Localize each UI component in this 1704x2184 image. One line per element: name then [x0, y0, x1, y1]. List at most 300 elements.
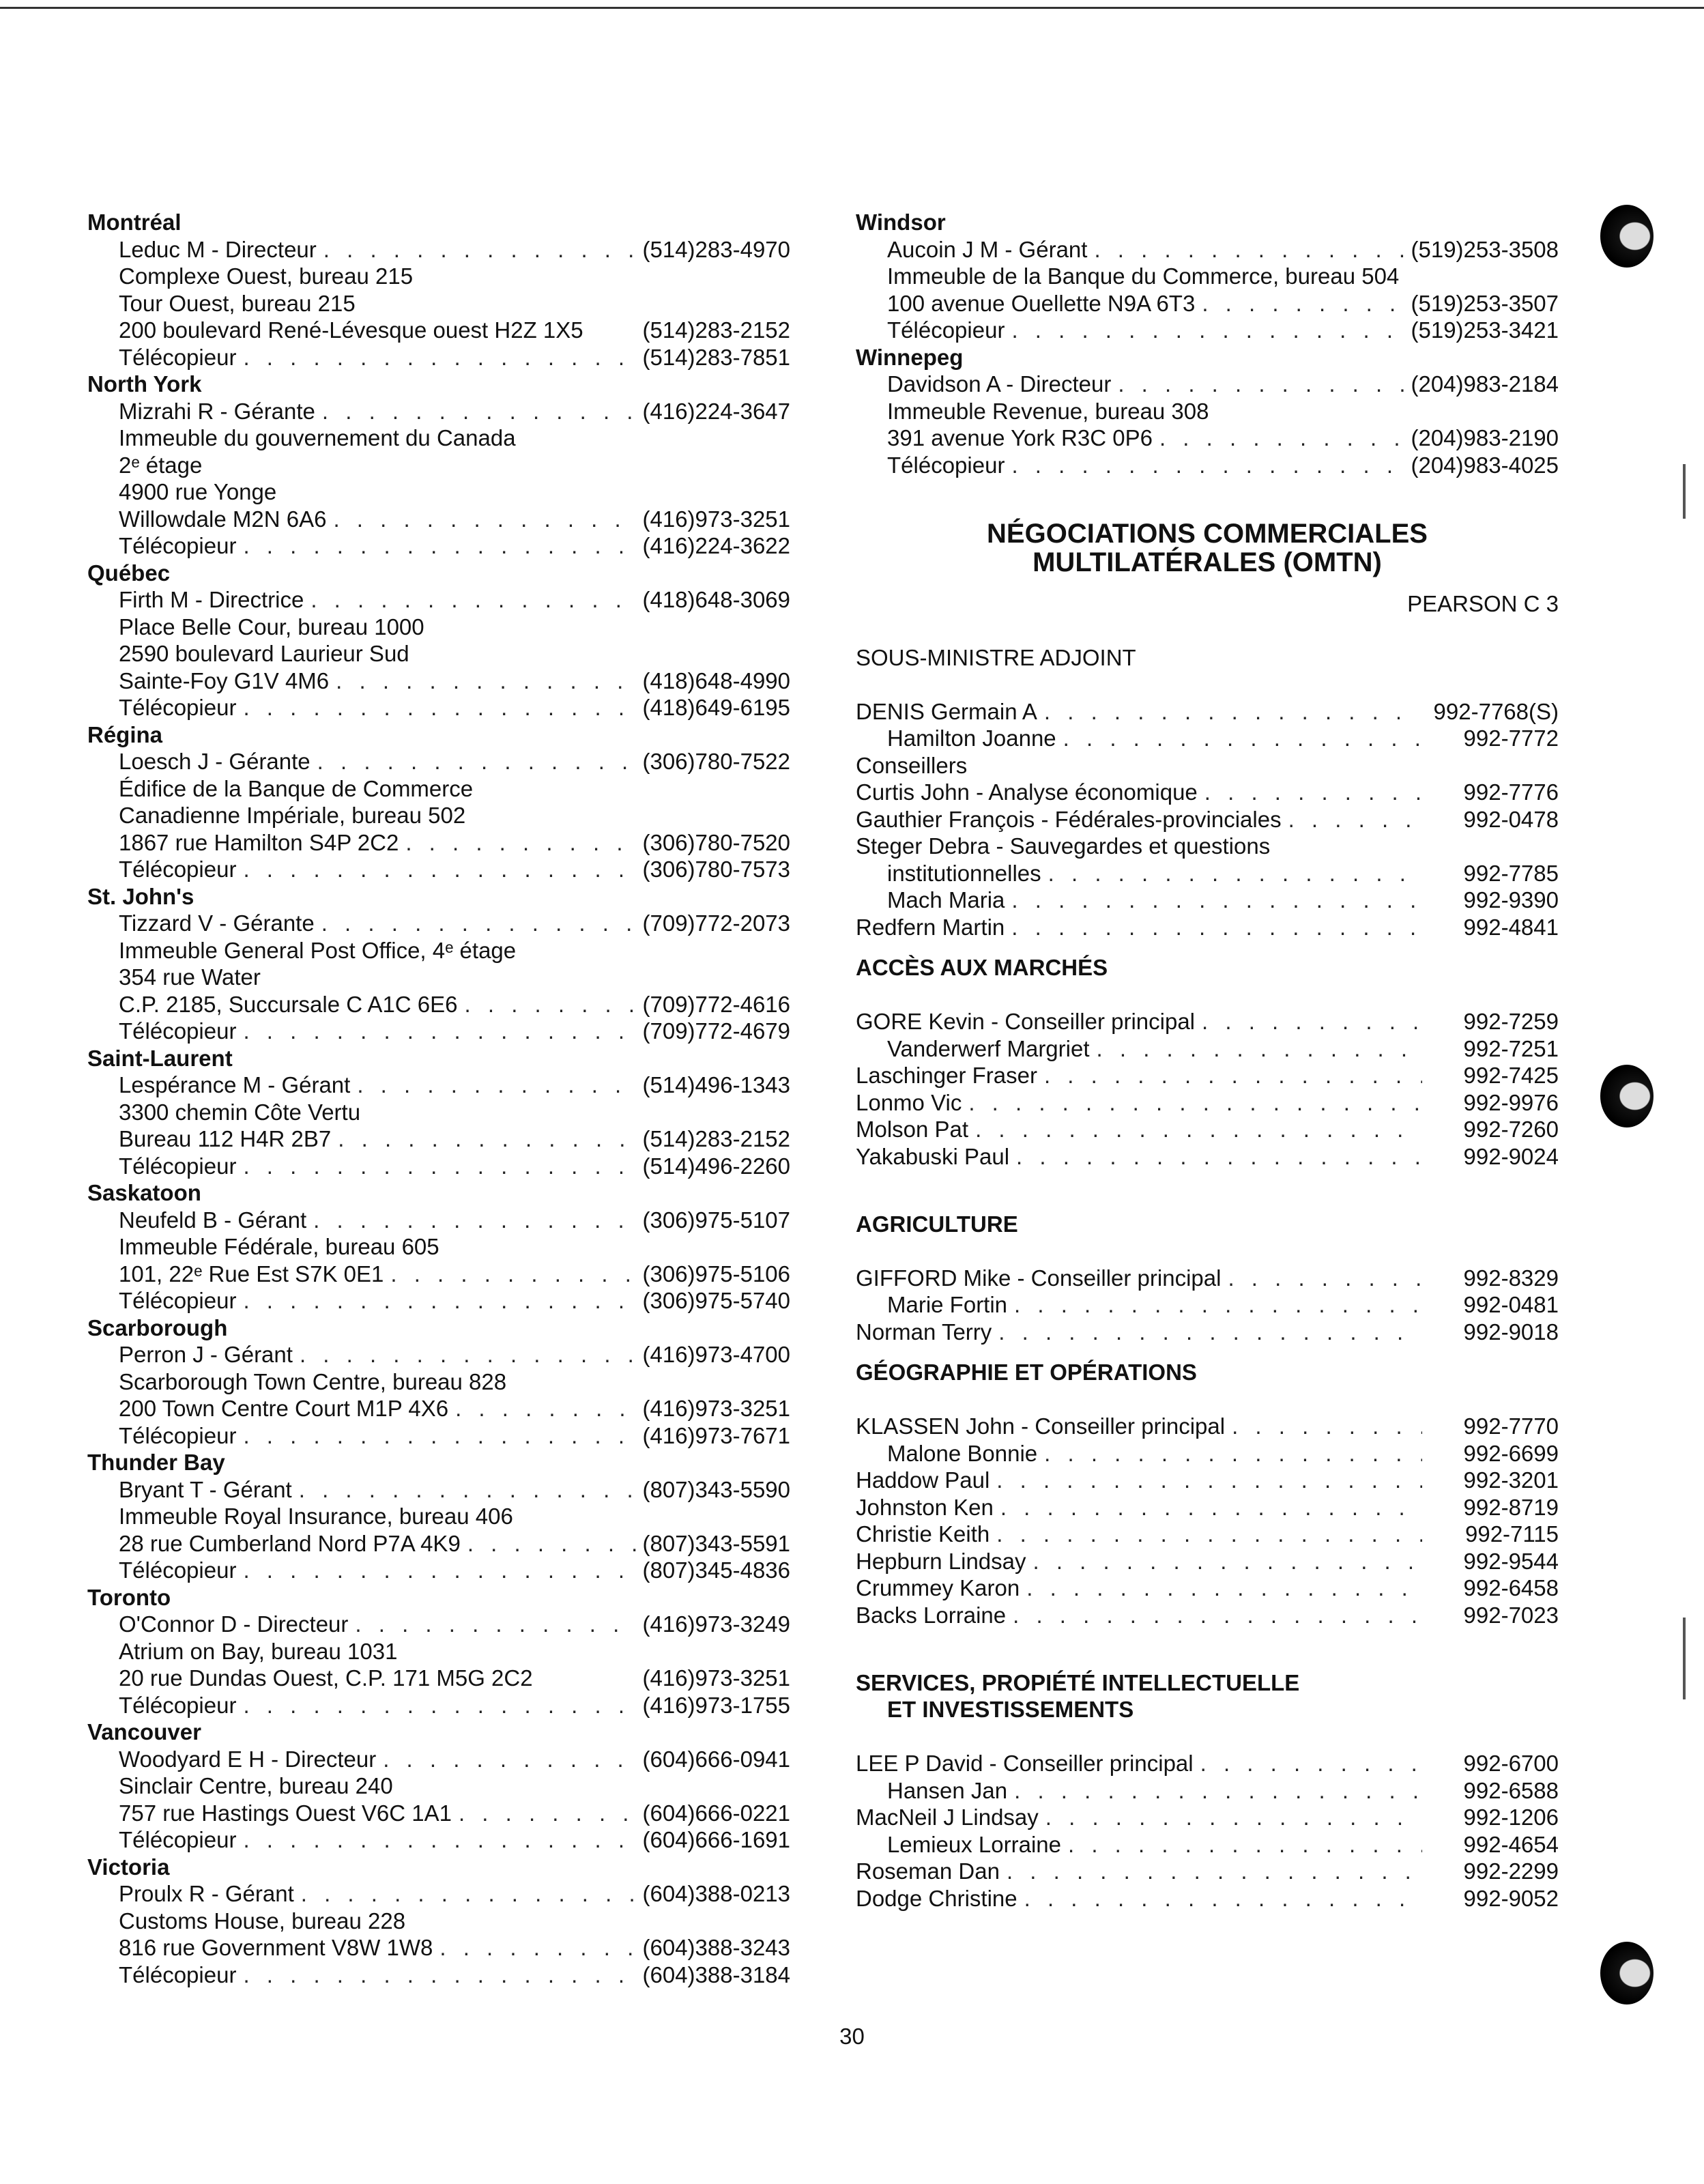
city-heading: Windsor: [856, 210, 946, 235]
staff-entry: [856, 1777, 1559, 1805]
staff-name: Norman Terry: [856, 1319, 992, 1345]
staff-entry: [856, 698, 1559, 725]
dot-leader: [317, 748, 636, 775]
entry-phone: (604)388-3184: [642, 1962, 790, 1987]
dot-leader: [1228, 1265, 1422, 1292]
staff-entry: [856, 914, 1559, 941]
address-line: Customs House, bureau 228: [119, 1908, 406, 1934]
entry-name: Télécopieur: [119, 344, 237, 370]
staff-phone: 992-9018: [1463, 1319, 1559, 1345]
dot-leader: [336, 667, 635, 695]
staff-entry: [856, 1035, 1559, 1063]
entry-name: Perron J - Gérant: [119, 1342, 293, 1367]
directory-entry: [856, 371, 1559, 398]
directory-entry: [87, 506, 790, 533]
left-column-directory: [87, 209, 790, 1988]
dot-leader: [975, 1116, 1422, 1143]
directory-entry: [87, 1125, 790, 1153]
entry-phone: (416)224-3622: [642, 533, 790, 558]
staff-entry: [856, 860, 1559, 887]
staff-entry: [856, 1750, 1559, 1777]
entry-phone: (416)973-3251: [642, 1665, 790, 1691]
top-border-line: [0, 7, 1704, 9]
entry-phone: (519)253-3507: [1411, 290, 1559, 316]
entry-name: Télécopieur: [119, 533, 237, 558]
dot-leader: [439, 1934, 635, 1962]
dot-leader: [1045, 1804, 1422, 1831]
dot-leader: [1026, 1575, 1422, 1602]
staff-name: Haddow Paul: [856, 1467, 990, 1493]
entry-phone: (418)648-3069: [642, 587, 790, 612]
address-line: Scarborough Town Centre, bureau 828: [119, 1368, 507, 1394]
staff-phone: 992-6458: [1463, 1575, 1559, 1600]
punch-hole-bottom: [1600, 1942, 1654, 2005]
dot-leader: [333, 506, 635, 533]
section-gap: [856, 1345, 1559, 1359]
entry-phone: (519)253-3421: [1411, 317, 1559, 343]
dot-leader: [243, 1557, 635, 1584]
staff-entry: [856, 1831, 1559, 1858]
section-gap: [856, 1656, 1559, 1669]
entry-phone: (709)772-4616: [642, 991, 790, 1017]
staff-entry: [856, 1885, 1559, 1912]
staff-entry: [856, 1804, 1559, 1831]
entry-name: Willowdale M2N 6A6: [119, 506, 327, 532]
section-gap: [856, 1237, 1559, 1265]
staff-entry: [856, 1467, 1559, 1494]
staff-entry: [856, 1413, 1559, 1440]
section-gap: [856, 981, 1559, 1009]
entry-name: Woodyard E H - Directeur: [119, 1746, 377, 1772]
dot-leader: [998, 1319, 1422, 1346]
dot-leader: [243, 1018, 635, 1045]
staff-name: Backs Lorraine: [856, 1602, 1007, 1628]
entry-phone: (709)772-2073: [642, 910, 790, 936]
entry-name: Télécopieur: [887, 317, 1005, 343]
entry-name: Firth M - Directrice: [119, 587, 304, 612]
staff-phone: 992-8329: [1463, 1265, 1559, 1291]
directory-entry: [856, 452, 1559, 479]
address-line: 4900 rue Yonge: [119, 479, 277, 504]
entry-phone: (204)983-2184: [1411, 371, 1559, 397]
staff-entry: [856, 806, 1559, 833]
entry-name: 20 rue Dundas Ouest, C.P. 171 M5G 2C2: [119, 1665, 533, 1691]
city-heading: Winnepeg: [856, 344, 964, 370]
directory-entry: [856, 236, 1559, 263]
directory-entry: [87, 1611, 790, 1638]
staff-name: Marie Fortin: [887, 1292, 1008, 1317]
dot-leader: [1048, 860, 1422, 887]
dot-leader: [313, 1207, 635, 1234]
staff-name: Yakabuski Paul: [856, 1143, 1010, 1169]
entry-phone: (416)224-3647: [642, 398, 790, 424]
omtn-title-line2: MULTILATÉRALES (OMTN): [1032, 547, 1382, 577]
staff-entry: [856, 1008, 1559, 1035]
entry-phone: (306)975-5740: [642, 1288, 790, 1313]
directory-entry: [87, 398, 790, 425]
dot-leader: [1063, 725, 1422, 752]
directory-entry: [87, 1665, 790, 1692]
section-heading: SOUS-MINISTRE ADJOINT: [856, 644, 1136, 670]
entry-name: Télécopieur: [119, 1827, 237, 1852]
entry-name: 757 rue Hastings Ouest V6C 1A1: [119, 1800, 452, 1826]
dot-leader: [243, 1287, 635, 1314]
city-heading: Vancouver: [87, 1719, 201, 1744]
staff-phone: 992-7770: [1463, 1413, 1559, 1439]
dot-leader: [390, 1261, 635, 1288]
address-line: Édifice de la Banque de Commerce: [119, 775, 474, 801]
staff-entry: [856, 725, 1559, 752]
dot-leader: [1000, 1494, 1422, 1521]
section-gap: [856, 940, 1559, 954]
staff-entry: [856, 1319, 1559, 1346]
dot-leader: [1044, 1440, 1422, 1467]
dot-leader: [1288, 806, 1422, 833]
dot-leader: [1202, 1008, 1422, 1035]
staff-name: DENIS Germain A: [856, 698, 1037, 724]
dot-leader: [243, 694, 635, 721]
staff-entry: [856, 1089, 1559, 1117]
dot-leader: [1044, 698, 1400, 725]
directory-entry: [87, 1826, 790, 1854]
dot-leader: [243, 1826, 635, 1854]
entry-name: 28 rue Cumberland Nord P7A 4K9: [119, 1530, 461, 1556]
entry-phone: (416)973-4700: [642, 1342, 790, 1367]
staff-entry: [856, 1265, 1559, 1292]
directory-entry: [87, 1476, 790, 1504]
address-line: Atrium on Bay, bureau 1031: [119, 1638, 398, 1664]
dot-leader: [243, 1962, 635, 1989]
margin-mark: [1683, 1618, 1686, 1699]
staff-phone: 992-7768(S): [1433, 698, 1559, 724]
dot-leader: [996, 1521, 1422, 1548]
address-line: Immeuble General Post Office, 4ᵉ étage: [119, 937, 517, 963]
address-line: 2ᵉ étage: [119, 452, 203, 478]
staff-phone: 992-9024: [1463, 1143, 1559, 1169]
entry-phone: (514)283-4970: [642, 236, 790, 262]
staff-phone: 992-9052: [1463, 1885, 1559, 1911]
dot-leader: [1097, 1035, 1422, 1063]
entry-name: Leduc M - Directeur: [119, 236, 317, 262]
entry-phone: (306)780-7522: [642, 749, 790, 774]
dot-leader: [1118, 371, 1404, 398]
directory-entry: [87, 856, 790, 883]
staff-name: Molson Pat: [856, 1117, 969, 1142]
dot-leader: [455, 1395, 635, 1422]
directory-entry: [87, 1800, 790, 1827]
section-heading: SERVICES, PROPIÉTÉ INTELLECTUELLE: [856, 1669, 1300, 1695]
dot-leader: [1159, 425, 1404, 452]
page-number: 30: [839, 2024, 865, 2049]
entry-phone: (709)772-4679: [642, 1018, 790, 1044]
entry-phone: (418)649-6195: [642, 695, 790, 720]
dot-leader: [1202, 290, 1404, 317]
dot-leader: [1011, 452, 1404, 479]
staff-entry: [856, 1521, 1559, 1548]
entry-name: Sainte-Foy G1V 4M6: [119, 667, 330, 693]
dot-leader: [322, 398, 636, 425]
entry-phone: (416)973-1755: [642, 1692, 790, 1718]
staff-phone: 992-8719: [1463, 1494, 1559, 1520]
entry-name: Télécopieur: [119, 1288, 237, 1313]
staff-phone: 992-7260: [1463, 1117, 1559, 1142]
dot-leader: [1011, 914, 1422, 941]
dot-leader: [1094, 236, 1404, 263]
section-heading: ACCÈS AUX MARCHÉS: [856, 955, 1108, 980]
address-line: 3300 chemin Côte Vertu: [119, 1099, 361, 1125]
staff-entry: [856, 1116, 1559, 1143]
entry-phone: (514)283-2152: [642, 317, 790, 343]
dot-leader: [383, 1746, 635, 1773]
staff-phone: 992-7115: [1464, 1521, 1559, 1547]
city-heading: Victoria: [87, 1854, 170, 1880]
staff-phone: 992-4841: [1463, 914, 1559, 940]
entry-phone: (514)496-2260: [642, 1153, 790, 1179]
directory-entry: [87, 317, 790, 344]
staff-label: Conseillers: [856, 752, 968, 778]
dot-leader: [243, 1422, 635, 1450]
section-heading: GÉOGRAPHIE ET OPÉRATIONS: [856, 1360, 1197, 1385]
entry-name: Loesch J - Gérante: [119, 749, 311, 774]
city-heading: Québec: [87, 560, 171, 586]
staff-entry: [856, 1548, 1559, 1575]
directory-entry: [87, 1153, 790, 1180]
entry-name: Télécopieur: [887, 452, 1005, 478]
section-gap: [856, 1170, 1559, 1197]
right-column-directory: [856, 209, 1559, 1912]
section-gap: [856, 1197, 1559, 1211]
entry-name: 200 boulevard René-Lévesque ouest H2Z 1X5: [119, 317, 583, 343]
directory-entry: [87, 1880, 790, 1908]
city-heading: Scarborough: [87, 1314, 228, 1340]
staff-phone: 992-6588: [1463, 1777, 1559, 1803]
staff-label: Steger Debra - Sauvegardes et questions: [856, 833, 1271, 859]
entry-name: Neufeld B - Gérant: [119, 1207, 307, 1233]
staff-phone: 992-2299: [1463, 1858, 1559, 1884]
entry-phone: (604)666-0221: [642, 1800, 790, 1826]
directory-entry: [87, 1207, 790, 1234]
directory-entry: [87, 694, 790, 721]
address-line: 2590 boulevard Laurieur Sud: [119, 641, 409, 666]
staff-name: Redfern Martin: [856, 914, 1005, 940]
dot-leader: [357, 1072, 635, 1099]
entry-phone: (807)345-4836: [642, 1557, 790, 1583]
address-line: Place Belle Cour, bureau 1000: [119, 614, 424, 640]
punch-hole-middle: [1600, 1065, 1654, 1127]
staff-phone: 992-3201: [1463, 1467, 1559, 1493]
dot-leader: [1013, 1602, 1422, 1629]
entry-name: Télécopieur: [119, 1018, 237, 1044]
directory-entry: [87, 1341, 790, 1368]
entry-phone: (306)780-7520: [642, 829, 790, 855]
entry-name: 101, 22ᵉ Rue Est S7K 0E1: [119, 1261, 384, 1287]
staff-phone: 992-7425: [1463, 1063, 1559, 1088]
dot-leader: [1033, 1548, 1423, 1575]
directory-entry: [87, 236, 790, 263]
staff-name: Curtis John - Analyse économique: [856, 779, 1198, 805]
city-heading: Montréal: [87, 210, 182, 235]
entry-name: Télécopieur: [119, 1962, 237, 1987]
directory-entry: [87, 532, 790, 560]
address-line: Immeuble du gouvernement du Canada: [119, 425, 516, 450]
staff-name: Hansen Jan: [887, 1777, 1008, 1803]
entry-name: 391 avenue York R3C 0P6: [887, 425, 1153, 450]
directory-entry: [856, 425, 1559, 452]
dot-leader: [1011, 317, 1404, 344]
directory-entry: [87, 1962, 790, 1989]
staff-name: Christie Keith: [856, 1521, 990, 1547]
entry-phone: (306)975-5106: [642, 1261, 790, 1287]
directory-entry: [87, 829, 790, 857]
entry-phone: (604)666-1691: [642, 1827, 790, 1852]
omtn-title-line1: NÉGOCIATIONS COMMERCIALES: [987, 518, 1428, 549]
entry-phone: (807)343-5591: [642, 1530, 790, 1556]
entry-name: Davidson A - Directeur: [887, 371, 1112, 397]
entry-name: Télécopieur: [119, 857, 237, 882]
directory-entry: [87, 586, 790, 614]
entry-name: Télécopieur: [119, 1153, 237, 1179]
staff-entry: [856, 1291, 1559, 1319]
city-heading: Saskatoon: [87, 1180, 201, 1205]
staff-entry: [856, 779, 1559, 806]
staff-phone: 992-1206: [1463, 1805, 1559, 1830]
staff-name: Laschinger Fraser: [856, 1063, 1037, 1088]
entry-name: 816 rue Government V8W 1W8: [119, 1935, 433, 1960]
dot-leader: [459, 1800, 636, 1827]
staff-entry: [856, 1143, 1559, 1170]
staff-name: Vanderwerf Margriet: [887, 1035, 1090, 1061]
directory-entry: [856, 290, 1559, 317]
directory-entry: [87, 991, 790, 1018]
dot-leader: [465, 991, 636, 1018]
city-heading: St. John's: [87, 883, 194, 909]
dot-leader: [243, 532, 635, 560]
staff-phone: 992-0478: [1463, 806, 1559, 832]
entry-phone: (604)666-0941: [642, 1746, 790, 1772]
entry-name: Aucoin J M - Gérant: [887, 236, 1088, 262]
entry-name: 200 Town Centre Court M1P 4X6: [119, 1396, 449, 1421]
staff-entry: [856, 1494, 1559, 1521]
staff-phone: 992-6700: [1463, 1751, 1559, 1776]
entry-phone: (519)253-3508: [1411, 236, 1559, 262]
directory-entry: [87, 1557, 790, 1584]
entry-phone: (306)975-5107: [642, 1207, 790, 1233]
entry-name: C.P. 2185, Succursale C A1C 6E6: [119, 991, 458, 1017]
staff-name: GORE Kevin - Conseiller principal: [856, 1009, 1196, 1034]
staff-phone: 992-0481: [1463, 1292, 1559, 1317]
entry-name: Bureau 112 H4R 2B7: [119, 1126, 332, 1151]
punch-hole-top: [1600, 205, 1654, 268]
entry-name: O'Connor D - Directeur: [119, 1611, 349, 1637]
dot-leader: [1007, 1858, 1422, 1885]
staff-name: LEE P David - Conseiller principal: [856, 1751, 1194, 1776]
staff-entry: [856, 1575, 1559, 1602]
staff-phone: 992-9976: [1463, 1089, 1559, 1115]
section-heading-line2: ET INVESTISSEMENTS: [887, 1697, 1134, 1722]
directory-entry: [87, 1018, 790, 1045]
staff-name: KLASSEN John - Conseiller principal: [856, 1413, 1226, 1439]
staff-name: Hepburn Lindsay: [856, 1548, 1026, 1574]
dot-leader: [299, 1476, 636, 1504]
directory-entry: [87, 910, 790, 937]
city-heading: Régina: [87, 721, 163, 747]
directory-entry: [87, 1072, 790, 1099]
entry-name: Mizrahi R - Gérante: [119, 398, 315, 424]
dot-leader: [338, 1125, 635, 1153]
staff-name: Gauthier François - Fédérales-provinciales: [856, 806, 1282, 832]
directory-entry: [87, 1287, 790, 1314]
address-line: Immeuble de la Banque du Commerce, bureau 504: [887, 263, 1400, 289]
city-heading: Thunder Bay: [87, 1450, 225, 1475]
address-line: Immeuble Revenue, bureau 308: [887, 398, 1209, 424]
dot-leader: [301, 1880, 636, 1908]
entry-name: 100 avenue Ouellette N9A 6T3: [887, 290, 1196, 316]
dot-leader: [1014, 1291, 1422, 1319]
staff-name: Johnston Ken: [856, 1494, 994, 1520]
city-heading: Toronto: [87, 1584, 171, 1610]
staff-phone: 992-9390: [1463, 887, 1559, 913]
address-line: Tour Ouest, bureau 215: [119, 290, 356, 316]
dot-leader: [243, 1692, 635, 1719]
entry-phone: (204)983-2190: [1411, 425, 1559, 450]
staff-entry: [856, 1858, 1559, 1885]
entry-phone: (416)973-3251: [642, 1396, 790, 1421]
directory-entry: [87, 1395, 790, 1422]
dot-leader: [1024, 1885, 1422, 1912]
entry-name: 1867 rue Hamilton S4P 2C2: [119, 829, 399, 855]
staff-name: Mach Maria: [887, 887, 1005, 913]
staff-entry: [856, 1602, 1559, 1629]
section-gap: [856, 671, 1559, 698]
entry-phone: (514)283-7851: [642, 344, 790, 370]
margin-mark: [1683, 464, 1686, 519]
omtn-sections: [856, 644, 1559, 1912]
entry-name: Bryant T - Gérant: [119, 1476, 292, 1502]
entry-phone: (204)983-4025: [1411, 452, 1559, 478]
address-line: Immeuble Fédérale, bureau 605: [119, 1234, 439, 1259]
dot-leader: [968, 1089, 1422, 1117]
dot-leader: [311, 586, 635, 614]
dot-leader: [996, 1467, 1422, 1494]
dot-leader: [300, 1341, 636, 1368]
section-heading: AGRICULTURE: [856, 1211, 1018, 1237]
dot-leader: [405, 829, 635, 857]
directory-entry: [87, 1530, 790, 1557]
dot-leader: [321, 910, 636, 937]
staff-phone: 992-7776: [1463, 779, 1559, 805]
staff-phone: 992-4654: [1463, 1831, 1559, 1857]
dot-leader: [1011, 887, 1422, 914]
entry-name: Tizzard V - Gérante: [119, 910, 315, 936]
staff-phone: 992-9544: [1463, 1548, 1559, 1574]
staff-name: Roseman Dan: [856, 1858, 1000, 1884]
staff-name: Lemieux Lorraine: [887, 1831, 1061, 1857]
directory-entry: [87, 344, 790, 371]
entry-name: Télécopieur: [119, 1692, 237, 1718]
entry-phone: (418)648-4990: [642, 667, 790, 693]
address-line: 354 rue Water: [119, 964, 261, 990]
directory-entry: [87, 667, 790, 695]
staff-name: Lonmo Vic: [856, 1089, 962, 1115]
dot-leader: [243, 856, 635, 883]
staff-name: institutionnelles: [887, 860, 1041, 886]
entry-phone: (807)343-5590: [642, 1476, 790, 1502]
staff-name: Dodge Christine: [856, 1885, 1017, 1911]
entry-name: Télécopieur: [119, 1557, 237, 1583]
staff-phone: 992-7251: [1463, 1035, 1559, 1061]
staff-name: MacNeil J Lindsay: [856, 1805, 1039, 1830]
staff-name: Malone Bonnie: [887, 1440, 1038, 1466]
